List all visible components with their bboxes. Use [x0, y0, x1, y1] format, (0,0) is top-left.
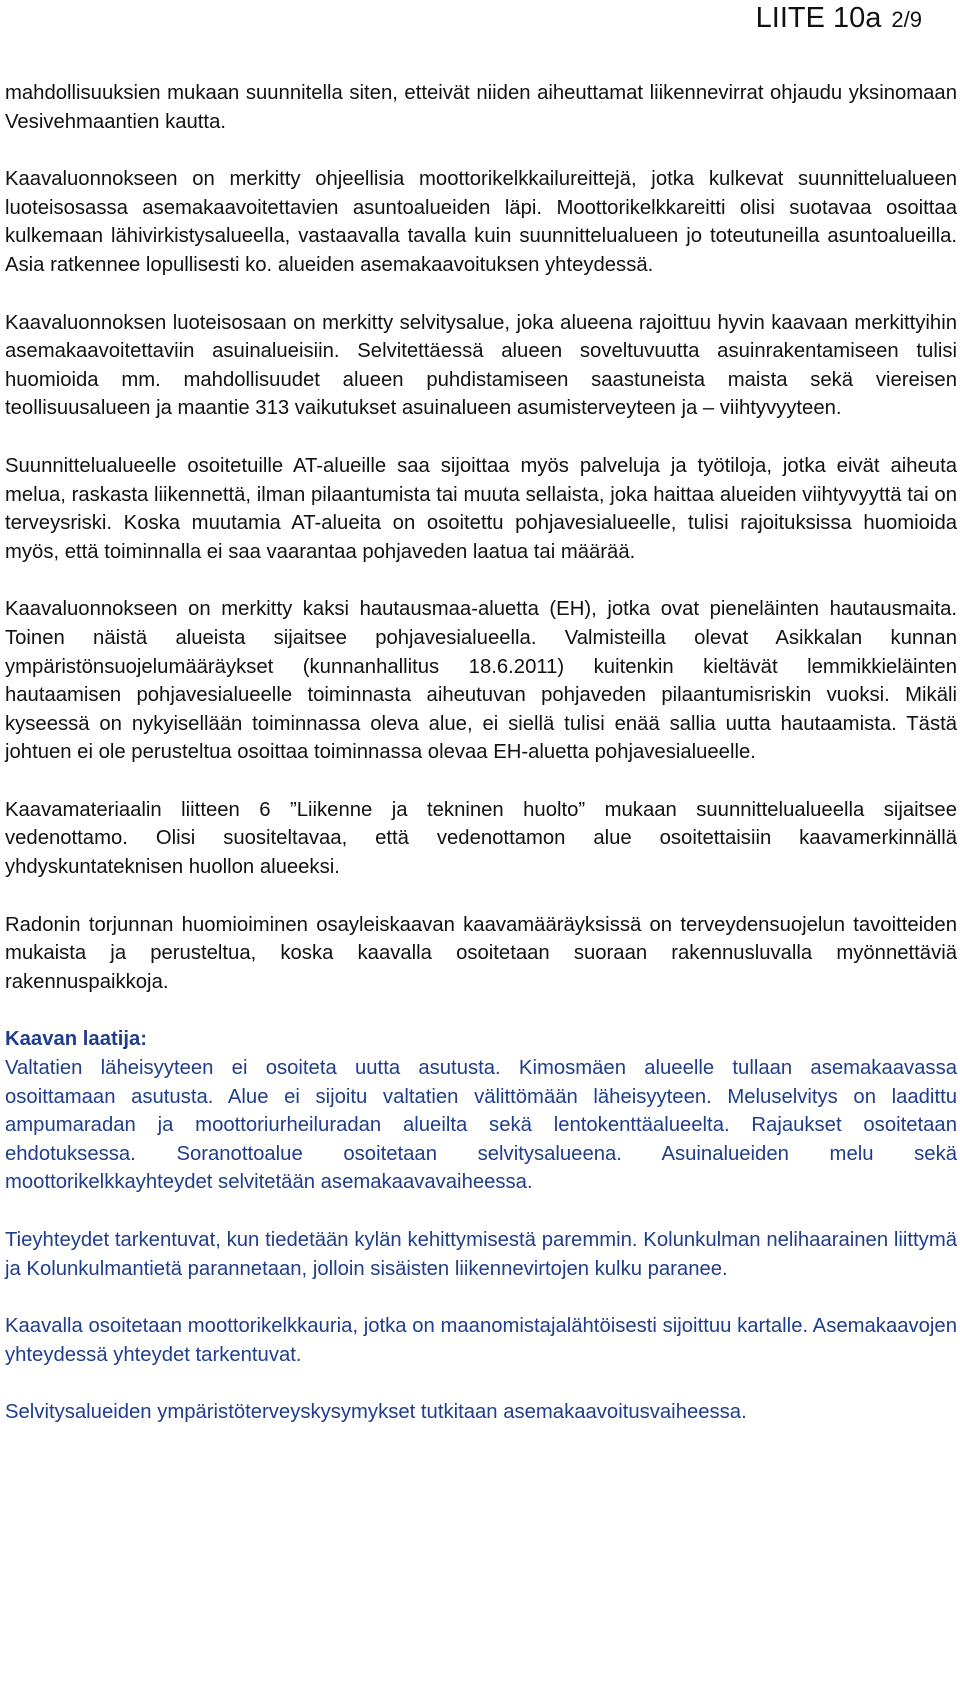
paragraph-5: Kaavaluonnokseen on merkitty kaksi hautausmaa-aluetta (EH), jotka ovat pieneläinten hautausmaita. Toinen näistä alueista sijaitsee pohjavesialueella. Valmisteilla olevat Asikkalan kunnan ympäristönsuojelumääräykset (kunnanhallitus 18.6.2011) kuitenkin kieltävät lemmikkieläinten hautaamisen pohjavesialueelle toiminnasta aiheutuvan pohjaveden pilaantumisriskin vuoksi. Mikäli kyseessä on nykyisellään toiminnassa oleva alue, ei siellä tulisi enää sallia uutta hautaamista. Tästä johtuen ei ole perusteltua osoittaa toiminnassa olevaa EH-aluetta pohjavesialueelle. — [5, 598, 957, 764]
attachment-title: LIITE 10a — [755, 2, 882, 34]
paragraph-1: mahdollisuuksien mukaan suunnitella siten, etteivät niiden aiheuttamat liikennevirrat ohjaudu yksinomaan Vesivehmaantien kautta. — [5, 82, 957, 133]
document-body — [5, 79, 957, 1427]
paragraph-3: Kaavaluonnoksen luoteisosaan on merkitty selvitysalue, joka alueena rajoittuu hyvin kaavaan merkittyihin asemakaavoitettaviin asuinalueisiin. Selvitettäessä alueen soveltuvuutta asuinrakentamiseen tulisi huomioida mm. mahdollisuudet alueen puhdistamiseen saastuneista maista sekä viereisen teollisuusalueen ja maantie 313 vaikutukset asuinalueen asumisterveyteen ja – viihtyvyyteen. — [5, 311, 957, 420]
response-paragraph-3: Kaavalla osoitetaan moottorikelkkauria, jotka on maanomistajalähtöisesti sijoittuu kartalle. Asemakaavojen yhteydessä yhteydet tarkentuvat. — [5, 1315, 957, 1366]
paragraph-2: Kaavaluonnokseen on merkitty ohjeellisia moottorikelkkailureittejä, jotka kulkevat suunnittelualueen luoteisosassa asemakaavoitettavien asuntoalueiden läpi. Moottorikelkkareitti olisi suotavaa osoittaa kulkemaan lähivirkistysalueella, vastaavalla tavalla kuin suunnittelualueen jo toteutuneilla asuntoalueilla. Asia ratkennee lopullisesti ko. alueiden asemakaavoituksen yhteydessä. — [5, 168, 957, 276]
response-heading: Kaavan laatija: — [5, 1028, 148, 1051]
response-paragraph-1: Valtatien läheisyyteen ei osoiteta uutta asutusta. Kimosmäen alueelle tullaan asemakaavassa osoittamaan asutusta. Alue ei sijoitu valtatien välittömään läheisyyteen. Meluselvitys on laadittu ampumaradan ja moottoriurheiluradan alueilta sekä lentokenttäalueelta. Rajaukset osoitetaan ehdotuksessa. Soranottoalue osoitetaan selvitysalueena. Asuinalueiden melu sekä moottorikelkkayhteydet selvitetään asemakaavavaiheessa. — [5, 1057, 957, 1194]
response-paragraph-2: Tieyhteydet tarkentuvat, kun tiedetään kylän kehittymisestä paremmin. Kolunkulman nelihaarainen liittymä ja Kolunkulmantietä parannetaan, jolloin sisäisten liikennevirtojen kulku paranee. — [5, 1229, 957, 1280]
planner-response — [5, 1025, 957, 1427]
page-number: 2/9 — [891, 7, 922, 32]
paragraph-7: Radonin torjunnan huomioiminen osayleiskaavan kaavamääräyksissä on terveydensuojelun tavoitteiden mukaista ja perusteltua, koska kaavalla osoitetaan suoraan rakennusluvalla myönnettäviä rakennuspaikkoja. — [5, 913, 957, 993]
response-paragraph-4: Selvitysalueiden ympäristöterveyskysymykset tutkitaan asemakaavoitusvaiheessa. — [5, 1401, 747, 1424]
page-header — [756, 0, 922, 36]
paragraph-4: Suunnittelualueelle osoitetuille AT-alueille saa sijoittaa myös palveluja ja työtiloja, jotka eivät aiheuta melua, raskasta liikennettä, ilman pilaantumista tai muuta sellaista, joka haittaa alueiden viihtyvyyttä tai on terveysriski. Koska muutamia AT-alueita on osoitettu pohjavesialueelle, tulisi rajoituksissa huomioida myös, että toiminnalla ei saa vaarantaa pohjaveden laatua tai määrää. — [5, 454, 957, 563]
paragraph-6: Kaavamateriaalin liitteen 6 ”Liikenne ja tekninen huolto” mukaan suunnittelualueella sijaitsee vedenottamo. Olisi suositeltavaa, että vedenottamon alue osoitettaisiin kaavamerkinnällä yhdyskuntateknisen huollon alueeksi. — [5, 798, 957, 879]
